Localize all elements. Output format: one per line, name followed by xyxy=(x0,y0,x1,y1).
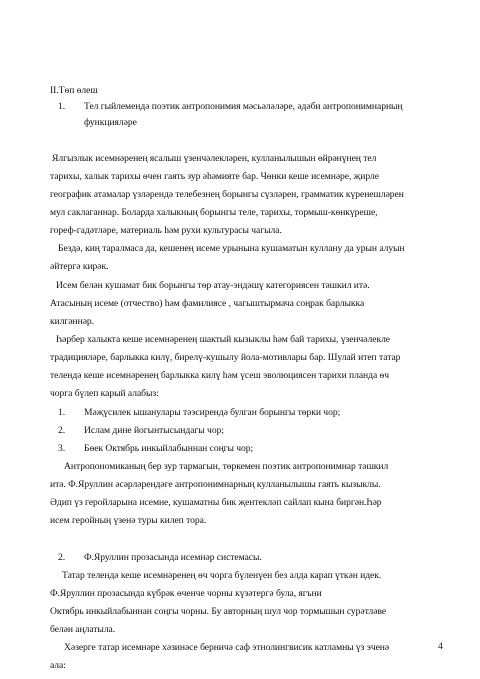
list-item-number: 1. xyxy=(58,407,66,418)
paragraph-line: ала: xyxy=(50,660,66,671)
paragraph-line: тарихы, халык тарихы өчен гаять зур әһәмияте бар. Чөнки кеше исемнәре, җирле xyxy=(50,171,379,182)
list-item: Ислам дине йогынтысындагы чор; xyxy=(84,425,224,436)
paragraph-line: исем геройның үзенә туры килеп тора. xyxy=(50,515,207,526)
paragraph-line: Ф.Яруллин прозасында күбрәк өченче чорны күзәтергә була, ягъни xyxy=(50,588,322,599)
paragraph-line: чорга бүлеп карый алабыз: xyxy=(50,388,159,399)
paragraph-line: Исем белән кушамат бик борынгы төр атау-эндәшү категориясен тәшкил итә. xyxy=(56,280,370,291)
paragraph-line: Бездә, киң таралмаса да, кешенең исеме урынына кушаматын куллану да урын алуын xyxy=(58,243,405,254)
paragraph-line: географик атамалар үзләрендә телебезнең борынгы сүзләрен, грамматик күренешләрен xyxy=(50,189,404,200)
section2-title: Ф.Яруллин прозасында исемнәр системасы. xyxy=(84,552,262,563)
paragraph-line: Әдип үз геройларына исемне, кушаматны бик җентекләп сайлап кына биргән.Һәр xyxy=(50,497,382,508)
section-heading: II.Төп өлеш xyxy=(50,85,98,96)
paragraph-line: гореф-гадәтләре, материаль һәм рухи культурасы чагыла. xyxy=(50,225,282,236)
list-item: Мәҗүсилек ышанулары тәэсирендә булган борынгы төрки чор; xyxy=(84,407,341,418)
section2-number: 2. xyxy=(58,552,66,563)
paragraph-line: әйтергә кирәк. xyxy=(50,261,109,272)
paragraph-line: Хәзерге татар исемнәре хәзинәсе берничә саф этнолингвисик катламны үз эченә xyxy=(64,642,390,653)
page-number: 4 xyxy=(438,641,443,652)
paragraph-line: мул саклаганнар. Боларда халыкның борынгы теле, тарихы, тормыш-көнкүреше, xyxy=(50,207,378,218)
paragraph-line: килгәннәр. xyxy=(50,316,94,327)
list-item-number: 3. xyxy=(58,443,66,454)
paragraph-line: Һәрбер халыкта кеше исемнәренең шактый кызыклы һәм бай тарихы, үзенчәлекле xyxy=(56,334,391,345)
paragraph-line: телендә кеше исемнәренең барлыкка килү һәм үсеш эволюциясен тарихи планда өч xyxy=(50,370,390,381)
list-item: Бөек Октябрь инкыйлабыннан соңгы чор; xyxy=(84,443,254,454)
section1-title-line2: функцияләре xyxy=(84,117,137,128)
section1-number: 1. xyxy=(58,101,66,112)
paragraph-line: Ялгызлык исемнәренең ясалыш үзенчәлекләрен, кулланылышын өйрәнүнең тел xyxy=(52,153,377,164)
paragraph-line: белән аңлатыла. xyxy=(50,624,116,635)
paragraph-line: Атасының исеме (отчество) һәм фамилиясе , чагыштырмача соңрак барлыкка xyxy=(50,298,365,309)
paragraph-line: традицияләре, барлыкка килү, бирелү-кушылу йола-мотивлары бар. Шулай итеп татар xyxy=(50,352,401,363)
list-item-number: 2. xyxy=(58,425,66,436)
paragraph-line: итә. Ф.Яруллин әсәрләрендәге антропонимнарның кулланылышы гаять кызыклы. xyxy=(50,479,381,490)
paragraph-line: Октябрь инкыйлабыннан соңгы чорны. Бу авторның шул чор тормышын сурәтләве xyxy=(50,606,387,617)
paragraph-line: Татар телендә кеше исемнәренең өч чорга бүленүен без алда карап үткән идек. xyxy=(62,570,382,581)
paragraph-line: Антропономиканың бер зур тармагын, төркемен поэтик антропонимнар тәшкил xyxy=(64,461,389,472)
section1-title-line1: Тел гыйлемендә поэтик антропонимия мәсьәләләре, әдәби антропонимнарның xyxy=(84,101,403,112)
